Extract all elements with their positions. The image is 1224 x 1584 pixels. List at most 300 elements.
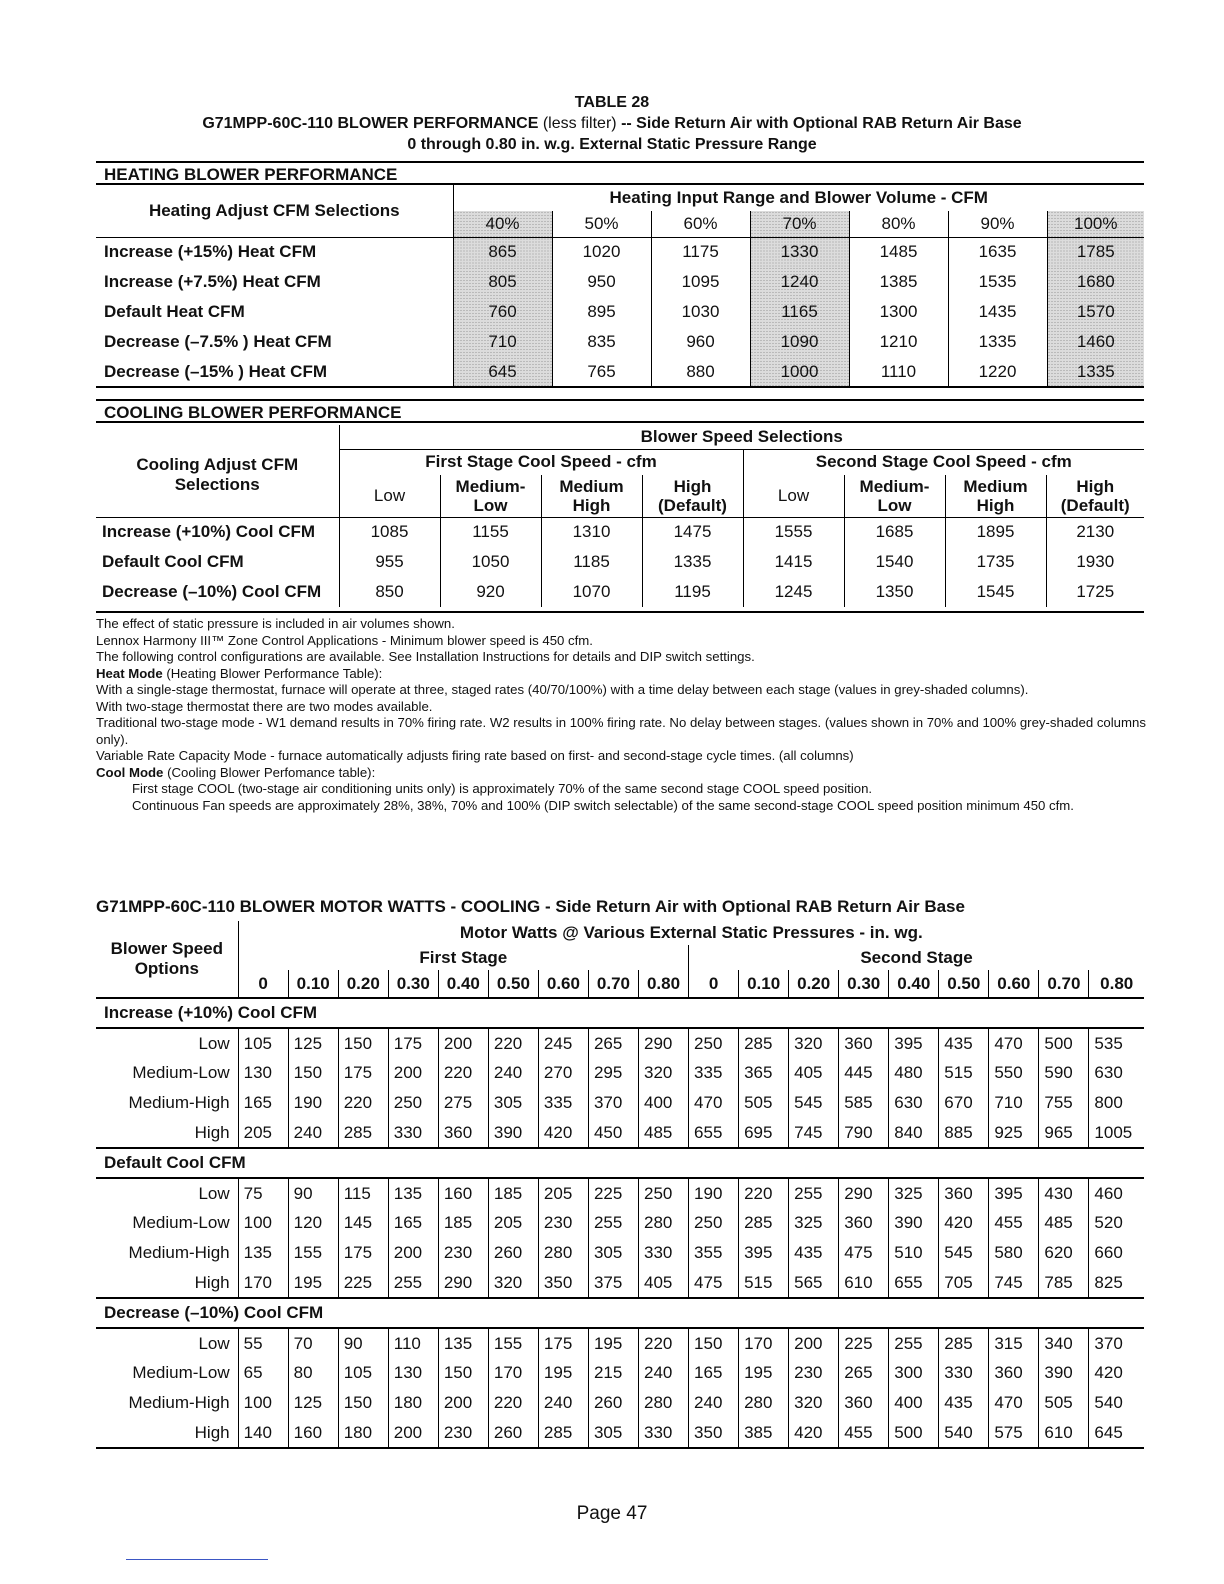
motor-watts-value: 165 — [388, 1208, 438, 1238]
motor-watts-value: 265 — [588, 1028, 638, 1058]
motor-watts-value: 150 — [338, 1028, 388, 1058]
cooling-cfm-value: 1155 — [440, 517, 541, 547]
motor-watts-value: 655 — [889, 1268, 939, 1298]
cooling-cfm-value: 1475 — [642, 517, 743, 547]
heating-cfm-value: 1000 — [750, 357, 849, 387]
table-row — [96, 1178, 1144, 1208]
blower-speed-label: Medium-High — [128, 1243, 230, 1262]
cooling-cfm-value: 1050 — [440, 547, 541, 577]
heating-cfm-value: 1090 — [750, 327, 849, 357]
motor-watts-value: 205 — [538, 1178, 588, 1208]
motor-watts-value: 505 — [1039, 1388, 1089, 1418]
motor-watts-value: 545 — [789, 1088, 839, 1118]
motor-watts-value: 320 — [789, 1028, 839, 1058]
motor-watts-value: 75 — [238, 1178, 288, 1208]
motor-watts-value: 115 — [338, 1178, 388, 1208]
motor-watts-value: 135 — [438, 1328, 488, 1358]
motor-watts-value: 200 — [789, 1328, 839, 1358]
heating-cfm-value: 950 — [552, 267, 651, 297]
motor-watts-value: 630 — [1089, 1058, 1144, 1088]
heating-cfm-value: 1460 — [1047, 327, 1144, 357]
motor-watts-value: 620 — [1039, 1238, 1089, 1268]
table-row — [96, 1208, 1144, 1238]
motor-watts-value: 545 — [939, 1238, 989, 1268]
motor-watts-value: 275 — [438, 1088, 488, 1118]
heating-cfm-value: 1335 — [1047, 357, 1144, 387]
motor-watts-value: 355 — [689, 1238, 739, 1268]
cooling-cfm-value: 1725 — [1046, 577, 1144, 607]
motor-watts-value: 255 — [789, 1178, 839, 1208]
footer-link-line — [126, 1559, 268, 1560]
blower-speed-label: Medium-Low — [132, 1063, 230, 1082]
motor-watts-value: 330 — [388, 1118, 438, 1148]
motor-watts-value: 130 — [388, 1358, 438, 1388]
motor-watts-value: 420 — [939, 1208, 989, 1238]
heating-cfm-value: 710 — [453, 327, 552, 357]
subtitle-rest: -- Side Return Air with Optional RAB Return Air Base — [621, 115, 1022, 132]
motor-watts-value: 250 — [689, 1028, 739, 1058]
motor-watts-value: 195 — [538, 1358, 588, 1388]
heating-column-header: 50% — [552, 211, 651, 237]
heating-section-title: HEATING BLOWER PERFORMANCE — [96, 161, 1144, 185]
motor-watts-value: 405 — [639, 1268, 689, 1298]
motor-watts-value: 105 — [338, 1358, 388, 1388]
table-row — [96, 1388, 1144, 1418]
motor-watts-value: 435 — [939, 1388, 989, 1418]
motor-watts-value: 305 — [588, 1418, 638, 1448]
heating-column-header: 40% — [453, 211, 552, 237]
motor-watts-value: 180 — [338, 1418, 388, 1448]
motor-watts-value: 610 — [839, 1268, 889, 1298]
heating-cfm-value: 1680 — [1047, 267, 1144, 297]
static-pressure-header: 0 — [238, 970, 288, 998]
motor-watts-value: 240 — [639, 1358, 689, 1388]
motor-watts-value: 190 — [288, 1088, 338, 1118]
motor-watts-value: 470 — [689, 1088, 739, 1118]
first-stage-header: First Stage Cool Speed - cfm — [339, 449, 743, 475]
motor-watts-value: 200 — [438, 1028, 488, 1058]
motor-watts-value: 325 — [889, 1178, 939, 1208]
blower-speed-label: High — [194, 1122, 230, 1142]
motor-watts-value: 175 — [388, 1028, 438, 1058]
motor-watts-value: 215 — [588, 1358, 638, 1388]
cooling-cfm-value: 1545 — [945, 577, 1046, 607]
motor-watts-value: 245 — [538, 1028, 588, 1058]
motor-watts-value: 205 — [488, 1208, 538, 1238]
motor-watts-value: 475 — [689, 1268, 739, 1298]
heating-cfm-value: 1220 — [948, 357, 1047, 387]
motor-watts-value: 390 — [889, 1208, 939, 1238]
motor-watts-value: 500 — [1039, 1028, 1089, 1058]
motor-watts-value: 745 — [989, 1268, 1039, 1298]
motor-watts-value: 360 — [839, 1208, 889, 1238]
motor-watts-value: 470 — [989, 1388, 1039, 1418]
heating-group-header: Heating Input Range and Blower Volume - CFM — [453, 185, 1144, 211]
motor-watts-value: 220 — [438, 1058, 488, 1088]
motor-watts-value: 360 — [438, 1118, 488, 1148]
motor-watts-value: 290 — [438, 1268, 488, 1298]
note: The following control configurations are available. See Installation Instructions for details and DIP switch settings. — [96, 649, 755, 664]
motor-watts-value: 825 — [1089, 1268, 1144, 1298]
motor-watts-value: 320 — [639, 1058, 689, 1088]
cooling-cfm-value: 1085 — [339, 517, 440, 547]
motor-watts-value: 285 — [739, 1028, 789, 1058]
heat-mode-label: Heat Mode — [96, 665, 163, 681]
qualifier: (less filter) — [542, 115, 617, 132]
motor-watts-value: 165 — [238, 1088, 288, 1118]
motor-watts-value: 305 — [588, 1238, 638, 1268]
notes — [96, 616, 1146, 814]
motor-watts-value: 330 — [639, 1238, 689, 1268]
note: Traditional two-stage mode - W1 demand results in 70% firing rate. W2 results in 100% firing rate. No delay between stages. (values shown in 70% and 100% grey-shaded columns only). — [96, 715, 1146, 747]
motor-watts-value: 755 — [1039, 1088, 1089, 1118]
heating-cfm-value: 1020 — [552, 237, 651, 267]
motor-watts-value: 480 — [889, 1058, 939, 1088]
heating-cfm-value: 1240 — [750, 267, 849, 297]
motor-watts-value: 385 — [739, 1418, 789, 1448]
cooling-cfm-value: 1185 — [541, 547, 642, 577]
cooling-row-label: Decrease (–10%) Cool CFM — [102, 582, 322, 601]
motor-watts-value: 655 — [689, 1118, 739, 1148]
motor-watts-value: 420 — [1089, 1358, 1144, 1388]
table-row — [96, 1028, 1144, 1058]
cooling-speed-header: Low — [339, 475, 440, 517]
static-pressure-header: 0.20 — [338, 970, 388, 998]
heating-cfm-value: 835 — [552, 327, 651, 357]
motor-watts-value: 395 — [889, 1028, 939, 1058]
motor-watts-value: 1005 — [1089, 1118, 1144, 1148]
cooling-section-title: COOLING BLOWER PERFORMANCE — [96, 399, 1144, 423]
watts-table — [96, 921, 1144, 1449]
motor-watts-value: 400 — [639, 1088, 689, 1118]
motor-watts-value: 165 — [689, 1358, 739, 1388]
motor-watts-value: 150 — [288, 1058, 338, 1088]
heating-cfm-value: 895 — [552, 297, 651, 327]
motor-watts-value: 360 — [939, 1178, 989, 1208]
watts-group-label: Decrease (–10%) Cool CFM — [104, 1303, 324, 1322]
motor-watts-value: 250 — [689, 1208, 739, 1238]
motor-watts-value: 660 — [1089, 1238, 1144, 1268]
motor-watts-value: 420 — [789, 1418, 839, 1448]
static-pressure-header: 0.80 — [1089, 970, 1144, 998]
static-pressure-header: 0.60 — [989, 970, 1039, 998]
motor-watts-value: 80 — [288, 1358, 338, 1388]
motor-watts-value: 325 — [789, 1208, 839, 1238]
motor-watts-value: 350 — [538, 1268, 588, 1298]
motor-watts-value: 230 — [538, 1208, 588, 1238]
blower-speed-label: High — [194, 1422, 230, 1442]
motor-watts-value: 125 — [288, 1028, 338, 1058]
motor-watts-value: 260 — [488, 1418, 538, 1448]
table-row — [96, 237, 1144, 267]
watts-first-stage: First Stage — [238, 945, 688, 970]
motor-watts-value: 240 — [689, 1388, 739, 1418]
heating-cfm-value: 1330 — [750, 237, 849, 267]
motor-watts-value: 70 — [288, 1328, 338, 1358]
watts-group-label: Default Cool CFM — [104, 1153, 246, 1172]
watts-row-header: Blower Speed Options — [96, 921, 238, 998]
motor-watts-value: 365 — [739, 1058, 789, 1088]
motor-watts-value: 225 — [839, 1328, 889, 1358]
static-pressure-header: 0.70 — [588, 970, 638, 998]
note: Lennox Harmony III™ Zone Control Applications - Minimum blower speed is 450 cfm. — [96, 632, 593, 648]
motor-watts-value: 745 — [789, 1118, 839, 1148]
motor-watts-value: 185 — [488, 1178, 538, 1208]
motor-watts-value: 540 — [939, 1418, 989, 1448]
cooling-cfm-value: 1540 — [844, 547, 945, 577]
motor-watts-value: 565 — [789, 1268, 839, 1298]
table-row — [96, 267, 1144, 297]
motor-watts-value: 575 — [989, 1418, 1039, 1448]
heating-cfm-value: 1300 — [849, 297, 948, 327]
motor-watts-value: 390 — [1039, 1358, 1089, 1388]
motor-watts-value: 320 — [789, 1388, 839, 1418]
motor-watts-value: 315 — [989, 1328, 1039, 1358]
table-row — [96, 1268, 1144, 1298]
motor-watts-value: 140 — [238, 1418, 288, 1448]
heating-cfm-value: 1635 — [948, 237, 1047, 267]
motor-watts-value: 295 — [588, 1058, 638, 1088]
heating-row-label: Decrease (–15% ) Heat CFM — [104, 361, 327, 381]
static-pressure-header: 0.30 — [388, 970, 438, 998]
table-row — [96, 1238, 1144, 1268]
motor-watts-value: 540 — [1089, 1388, 1144, 1418]
cooling-cfm-value: 1735 — [945, 547, 1046, 577]
motor-watts-value: 280 — [538, 1238, 588, 1268]
motor-watts-value: 370 — [588, 1088, 638, 1118]
cooling-speed-header: Low — [743, 475, 844, 517]
note: With a single-stage thermostat, furnace will operate at three, staged rates (40/70/100%) with a time delay between each stage (values in grey-shaded columns). — [96, 682, 1029, 697]
motor-watts-value: 170 — [238, 1268, 288, 1298]
page-number: Page 47 — [576, 1503, 648, 1524]
motor-watts-value: 460 — [1089, 1178, 1144, 1208]
motor-watts-value: 155 — [488, 1328, 538, 1358]
blower-speed-label: Low — [198, 1333, 230, 1353]
cooling-speed-header: Medium High — [541, 475, 642, 517]
heating-cfm-value: 1030 — [651, 297, 750, 327]
cooling-cfm-value: 1930 — [1046, 547, 1144, 577]
motor-watts-value: 340 — [1039, 1328, 1089, 1358]
heating-cfm-value: 645 — [453, 357, 552, 387]
heating-cfm-value: 880 — [651, 357, 750, 387]
motor-watts-value: 200 — [388, 1058, 438, 1088]
motor-watts-value: 300 — [889, 1358, 939, 1388]
motor-watts-value: 195 — [588, 1328, 638, 1358]
motor-watts-value: 150 — [689, 1328, 739, 1358]
motor-watts-value: 610 — [1039, 1418, 1089, 1448]
heating-table — [96, 185, 1144, 388]
motor-watts-value: 230 — [789, 1358, 839, 1388]
motor-watts-value: 395 — [739, 1238, 789, 1268]
motor-watts-value: 190 — [689, 1178, 739, 1208]
motor-watts-value: 290 — [839, 1178, 889, 1208]
static-pressure-header: 0 — [689, 970, 739, 998]
cooling-speed-header: Medium High — [945, 475, 1046, 517]
heating-row-label: Increase (+15%) Heat CFM — [104, 242, 317, 262]
heating-row-label: Decrease (–7.5% ) Heat CFM — [104, 332, 332, 351]
motor-watts-value: 200 — [388, 1238, 438, 1268]
heat-mode-text: (Heating Blower Performance Table): — [162, 665, 383, 681]
heating-cfm-value: 1175 — [651, 237, 750, 267]
table-row — [96, 1118, 1144, 1148]
motor-watts-value: 145 — [338, 1208, 388, 1238]
motor-watts-value: 435 — [939, 1028, 989, 1058]
table-row — [96, 327, 1144, 357]
table-number: TABLE 28 — [574, 94, 650, 111]
pressure-range: 0 through 0.80 in. w.g. External Static Pressure Range — [407, 136, 817, 153]
motor-watts-value: 250 — [639, 1178, 689, 1208]
motor-watts-value: 335 — [689, 1058, 739, 1088]
cooling-speed-header: Medium- Low — [844, 475, 945, 517]
table-row — [96, 547, 1144, 577]
heating-cfm-value: 865 — [453, 237, 552, 267]
motor-watts-value: 220 — [488, 1388, 538, 1418]
motor-watts-value: 435 — [789, 1238, 839, 1268]
motor-watts-value: 705 — [939, 1268, 989, 1298]
cooling-cfm-value: 1350 — [844, 577, 945, 607]
motor-watts-value: 375 — [588, 1268, 638, 1298]
motor-watts-value: 285 — [338, 1118, 388, 1148]
table-row — [96, 577, 1144, 607]
motor-watts-value: 305 — [488, 1088, 538, 1118]
model-name: G71MPP-60C-110 BLOWER PERFORMANCE — [202, 115, 539, 132]
motor-watts-value: 785 — [1039, 1268, 1089, 1298]
heating-column-header: 80% — [849, 211, 948, 237]
motor-watts-value: 160 — [288, 1418, 338, 1448]
cooling-cfm-value: 1415 — [743, 547, 844, 577]
motor-watts-value: 185 — [438, 1208, 488, 1238]
blower-speed-label: Medium-Low — [132, 1213, 230, 1232]
heating-cfm-value: 765 — [552, 357, 651, 387]
motor-watts-value: 695 — [739, 1118, 789, 1148]
motor-watts-value: 505 — [739, 1088, 789, 1118]
static-pressure-header: 0.10 — [739, 970, 789, 998]
motor-watts-value: 195 — [739, 1358, 789, 1388]
motor-watts-value: 220 — [739, 1178, 789, 1208]
note — [96, 765, 1146, 782]
cooling-cfm-value: 1310 — [541, 517, 642, 547]
motor-watts-value: 260 — [488, 1238, 538, 1268]
watts-group-row — [96, 998, 1144, 1028]
motor-watts-value: 160 — [438, 1178, 488, 1208]
motor-watts-value: 290 — [639, 1028, 689, 1058]
motor-watts-value: 135 — [388, 1178, 438, 1208]
motor-watts-value: 580 — [989, 1238, 1039, 1268]
blower-speed-label: Low — [198, 1033, 230, 1053]
static-pressure-header: 0.10 — [288, 970, 338, 998]
cooling-cfm-value: 1195 — [642, 577, 743, 607]
watts-group-row — [96, 1148, 1144, 1178]
motor-watts-value: 390 — [488, 1118, 538, 1148]
cooling-cfm-value: 1245 — [743, 577, 844, 607]
motor-watts-value: 405 — [789, 1058, 839, 1088]
motor-watts-value: 110 — [388, 1328, 438, 1358]
heating-row-label: Default Heat CFM — [104, 302, 245, 321]
note: With two-stage thermostat there are two modes available. — [96, 698, 433, 714]
motor-watts-value: 370 — [1089, 1328, 1144, 1358]
table-row — [96, 1418, 1144, 1448]
motor-watts-value: 125 — [288, 1388, 338, 1418]
motor-watts-value: 320 — [488, 1268, 538, 1298]
motor-watts-value: 645 — [1089, 1418, 1144, 1448]
blower-speed-label: Medium-High — [128, 1393, 230, 1412]
motor-watts-value: 150 — [338, 1388, 388, 1418]
motor-watts-value: 485 — [639, 1118, 689, 1148]
heating-row-header: Heating Adjust CFM Selections — [96, 185, 453, 237]
motor-watts-value: 260 — [588, 1388, 638, 1418]
cooling-cfm-value: 1335 — [642, 547, 743, 577]
blower-speed-label: Medium-High — [128, 1093, 230, 1112]
cooling-cfm-value: 1555 — [743, 517, 844, 547]
heating-cfm-value: 1385 — [849, 267, 948, 297]
motor-watts-value: 230 — [438, 1238, 488, 1268]
motor-watts-value: 800 — [1089, 1088, 1144, 1118]
motor-watts-value: 175 — [338, 1238, 388, 1268]
heating-cfm-value: 1165 — [750, 297, 849, 327]
motor-watts-value: 395 — [989, 1178, 1039, 1208]
watts-group-header: Motor Watts @ Various External Static Pressures - in. wg. — [238, 921, 1144, 945]
motor-watts-value: 445 — [839, 1058, 889, 1088]
cooling-row-label: Increase (+10%) Cool CFM — [102, 522, 316, 542]
motor-watts-value: 100 — [238, 1208, 288, 1238]
motor-watts-value: 330 — [639, 1418, 689, 1448]
heating-cfm-value: 1210 — [849, 327, 948, 357]
motor-watts-value: 330 — [939, 1358, 989, 1388]
motor-watts-value: 90 — [338, 1328, 388, 1358]
cooling-speed-header: High (Default) — [1046, 475, 1144, 517]
motor-watts-value: 515 — [939, 1058, 989, 1088]
static-pressure-header: 0.80 — [639, 970, 689, 998]
motor-watts-value: 65 — [238, 1358, 288, 1388]
watts-group-row — [96, 1298, 1144, 1328]
heating-cfm-value: 760 — [453, 297, 552, 327]
heating-column-header: 90% — [948, 211, 1047, 237]
cooling-table — [96, 425, 1144, 607]
watts-second-stage: Second Stage — [689, 945, 1144, 970]
motor-watts-value: 925 — [989, 1118, 1039, 1148]
motor-watts-value: 520 — [1089, 1208, 1144, 1238]
static-pressure-header: 0.60 — [538, 970, 588, 998]
motor-watts-value: 265 — [839, 1358, 889, 1388]
cooling-cfm-value: 1685 — [844, 517, 945, 547]
blower-speed-label: Medium-Low — [132, 1363, 230, 1382]
motor-watts-value: 455 — [989, 1208, 1039, 1238]
heating-column-header: 60% — [651, 211, 750, 237]
cooling-cfm-value: 850 — [339, 577, 440, 607]
motor-watts-value: 220 — [639, 1328, 689, 1358]
motor-watts-value: 55 — [238, 1328, 288, 1358]
heating-column-header: 70% — [750, 211, 849, 237]
motor-watts-value: 175 — [538, 1328, 588, 1358]
motor-watts-value: 90 — [288, 1178, 338, 1208]
motor-watts-value: 280 — [639, 1208, 689, 1238]
table-row — [96, 1088, 1144, 1118]
motor-watts-value: 230 — [438, 1418, 488, 1448]
static-pressure-header: 0.40 — [438, 970, 488, 998]
static-pressure-header: 0.30 — [839, 970, 889, 998]
heating-cfm-value: 805 — [453, 267, 552, 297]
motor-watts-value: 135 — [238, 1238, 288, 1268]
motor-watts-value: 270 — [538, 1058, 588, 1088]
heating-cfm-value: 1570 — [1047, 297, 1144, 327]
cooling-table-bottom-rule — [96, 611, 1144, 613]
table-subtitle — [0, 113, 1224, 134]
heating-cfm-value: 1435 — [948, 297, 1047, 327]
motor-watts-value: 420 — [538, 1118, 588, 1148]
motor-watts-value: 195 — [288, 1268, 338, 1298]
cooling-cfm-value: 2130 — [1046, 517, 1144, 547]
heating-cfm-value: 1335 — [948, 327, 1047, 357]
